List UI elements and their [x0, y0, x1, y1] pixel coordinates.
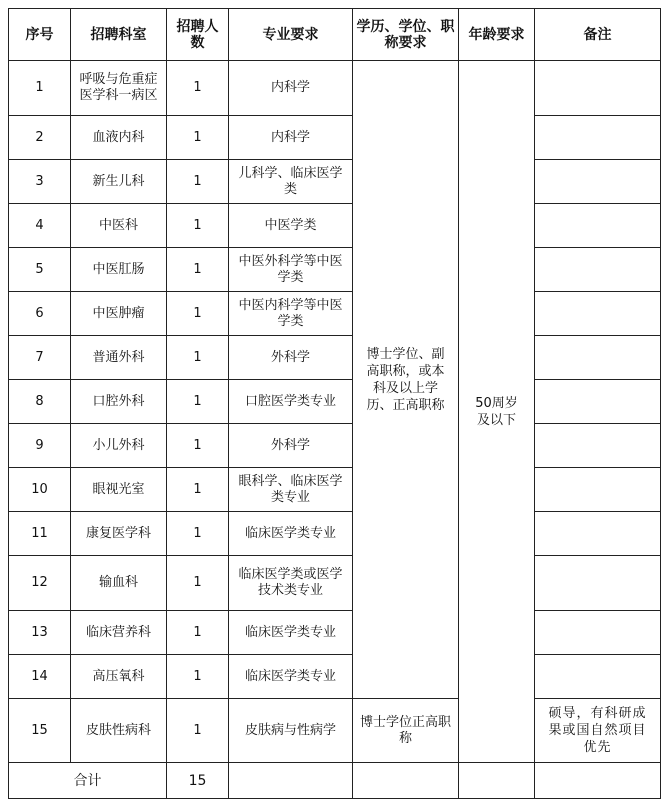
row-count: 1 [167, 248, 229, 292]
row-no: 12 [9, 556, 71, 611]
row-count: 1 [167, 204, 229, 248]
table-row [9, 468, 661, 512]
row-no: 7 [9, 336, 71, 380]
row-no: 13 [9, 611, 71, 655]
edu-requirement-merged: 博士学位、副高职称，或本科及以上学历、正高职称 [353, 61, 459, 699]
header-edu: 学历、学位、职称要求 [353, 9, 459, 61]
table-row [9, 336, 661, 380]
row-major: 临床医学类专业 [229, 611, 353, 655]
table-row [9, 512, 661, 556]
row-count: 1 [167, 699, 229, 763]
row-count: 1 [167, 160, 229, 204]
table-row [9, 556, 661, 611]
row-dept: 眼视光室 [71, 468, 167, 512]
row-major: 中医外科学等中医学类 [229, 248, 353, 292]
row-dept: 康复医学科 [71, 512, 167, 556]
row-major: 临床医学类专业 [229, 512, 353, 556]
row-dept: 普通外科 [71, 336, 167, 380]
row-note [535, 556, 661, 611]
row-major: 儿科学、临床医学类 [229, 160, 353, 204]
row-count: 1 [167, 116, 229, 160]
table-row [9, 116, 661, 160]
row-dept: 中医科 [71, 204, 167, 248]
row-note [535, 248, 661, 292]
row-note [535, 512, 661, 556]
row-no: 11 [9, 512, 71, 556]
row-count: 1 [167, 468, 229, 512]
row-dept: 皮肤性病科 [71, 699, 167, 763]
row-count: 1 [167, 556, 229, 611]
total-row [9, 763, 661, 799]
row-no: 6 [9, 292, 71, 336]
header-no: 序号 [9, 9, 71, 61]
row-major: 外科学 [229, 336, 353, 380]
table-row [9, 160, 661, 204]
row-no: 10 [9, 468, 71, 512]
row-note [535, 61, 661, 116]
row-no: 8 [9, 380, 71, 424]
row-dept: 高压氧科 [71, 655, 167, 699]
row-count: 1 [167, 424, 229, 468]
row-no: 5 [9, 248, 71, 292]
total-empty [535, 763, 661, 799]
row-dept: 口腔外科 [71, 380, 167, 424]
row-dept: 中医肿瘤 [71, 292, 167, 336]
row-no: 14 [9, 655, 71, 699]
header-note: 备注 [535, 9, 661, 61]
header-major: 专业要求 [229, 9, 353, 61]
row-note [535, 336, 661, 380]
row-major: 临床医学类或医学技术类专业 [229, 556, 353, 611]
row-major: 中医学类 [229, 204, 353, 248]
row-count: 1 [167, 380, 229, 424]
table-row [9, 204, 661, 248]
row-dept: 临床营养科 [71, 611, 167, 655]
row-count: 1 [167, 611, 229, 655]
total-count: 15 [167, 763, 229, 799]
header-count: 招聘人数 [167, 9, 229, 61]
row-note [535, 116, 661, 160]
table-row [9, 248, 661, 292]
row-note [535, 424, 661, 468]
row-major: 内科学 [229, 116, 353, 160]
row-count: 1 [167, 336, 229, 380]
table-row [9, 61, 661, 116]
row-major: 口腔医学类专业 [229, 380, 353, 424]
row-dept: 呼吸与危重症医学科一病区 [71, 61, 167, 116]
header-age: 年龄要求 [459, 9, 535, 61]
recruitment-table [8, 8, 661, 799]
total-empty [459, 763, 535, 799]
row-major: 临床医学类专业 [229, 655, 353, 699]
row-major: 眼科学、临床医学类专业 [229, 468, 353, 512]
table-row [9, 424, 661, 468]
table-row [9, 655, 661, 699]
edu-requirement-row15: 博士学位正高职称 [353, 699, 459, 763]
header-row [9, 9, 661, 61]
row-count: 1 [167, 655, 229, 699]
row-no: 15 [9, 699, 71, 763]
row-count: 1 [167, 512, 229, 556]
row-dept: 血液内科 [71, 116, 167, 160]
row-dept: 新生儿科 [71, 160, 167, 204]
note-row15: 硕导，有科研成果或国自然项目优先 [535, 699, 661, 763]
table-row [9, 611, 661, 655]
row-no: 2 [9, 116, 71, 160]
row-major: 内科学 [229, 61, 353, 116]
row-no: 1 [9, 61, 71, 116]
row-note [535, 292, 661, 336]
row-no: 4 [9, 204, 71, 248]
table-row [9, 380, 661, 424]
row-major: 外科学 [229, 424, 353, 468]
row-note [535, 611, 661, 655]
total-empty [229, 763, 353, 799]
age-requirement-merged: 50周岁及以下 [459, 61, 535, 763]
row-no: 9 [9, 424, 71, 468]
table-row [9, 292, 661, 336]
row-dept: 中医肛肠 [71, 248, 167, 292]
row-no: 3 [9, 160, 71, 204]
row-dept: 输血科 [71, 556, 167, 611]
total-empty [353, 763, 459, 799]
row-note [535, 468, 661, 512]
row-note [535, 160, 661, 204]
row-note [535, 655, 661, 699]
row-dept: 小儿外科 [71, 424, 167, 468]
row-major: 中医内科学等中医学类 [229, 292, 353, 336]
row-note [535, 380, 661, 424]
total-label: 合计 [9, 763, 167, 799]
row-major: 皮肤病与性病学 [229, 699, 353, 763]
row-note [535, 204, 661, 248]
row-count: 1 [167, 61, 229, 116]
table-row [9, 699, 661, 763]
header-dept: 招聘科室 [71, 9, 167, 61]
row-count: 1 [167, 292, 229, 336]
